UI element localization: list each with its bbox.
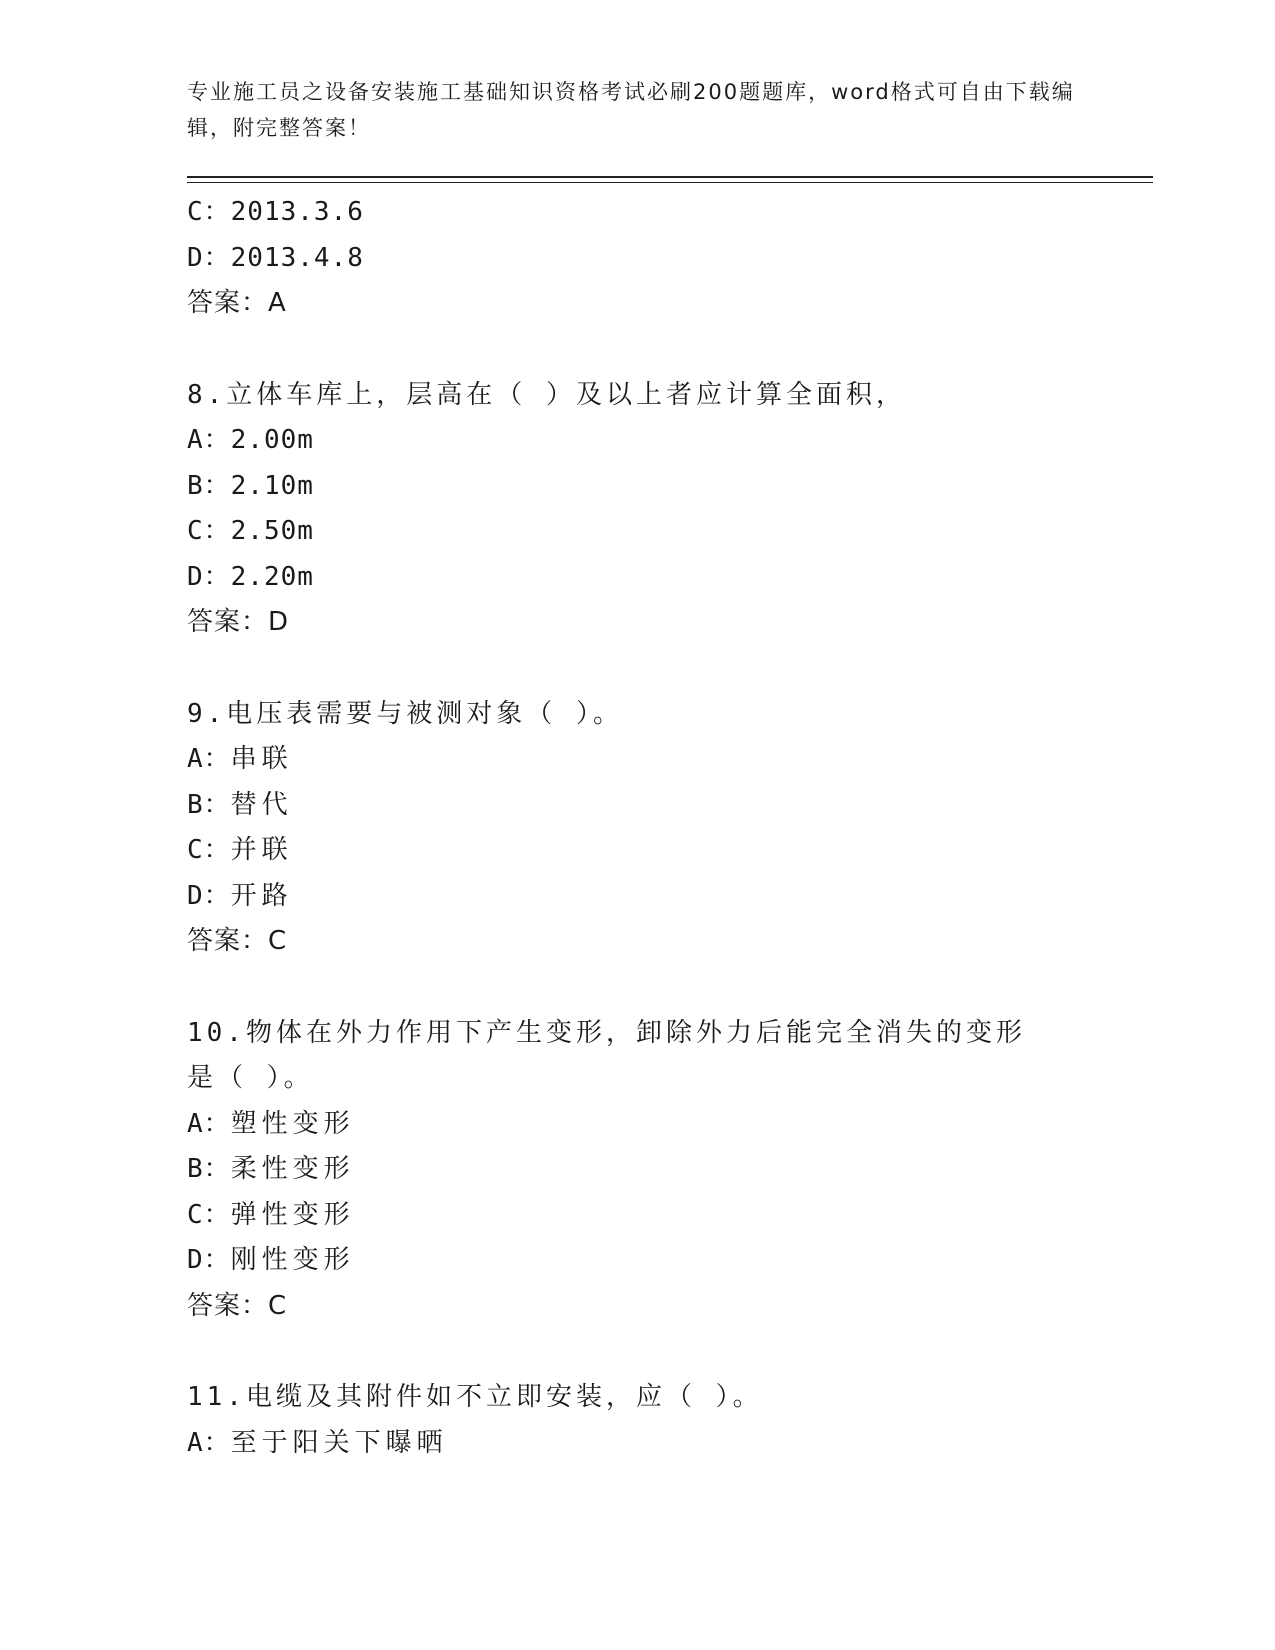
option-line: D：2.20m (187, 561, 314, 592)
option-line: C：2.50m (187, 516, 314, 546)
header-divider-thick (187, 176, 1153, 178)
header-divider-thin (187, 182, 1153, 183)
option-line: B：柔性变形 (187, 1154, 355, 1184)
answer-line: 答案：C (187, 926, 288, 956)
answer-line: 答案：D (187, 607, 290, 637)
answer-line: 答案：C (187, 1290, 288, 1321)
option-line: A：塑性变形 (187, 1108, 355, 1139)
question-list (187, 190, 1087, 1466)
document-header: 专业施工员之设备安装施工基础知识资格考试必刷200题题库，word格式可自由下载编辑，附完整答案！ (187, 80, 1075, 140)
question-stem: 9.电压表需要与被测对象（ ）。 (187, 698, 623, 729)
option-line: D：开路 (187, 880, 293, 911)
option-line: C：弹性变形 (187, 1199, 355, 1230)
option-line: D：2013.4.8 (187, 242, 364, 273)
option-line: C：2013.3.6 (187, 197, 364, 227)
option-line: A：至于阳关下曝晒 (187, 1427, 448, 1458)
option-line: B：替代 (187, 789, 293, 820)
option-line: D：刚性变形 (187, 1245, 355, 1275)
question-stem: 8.立体车库上，层高在（ ）及以上者应计算全面积， (187, 379, 906, 410)
option-line: B：2.10m (187, 470, 314, 501)
option-line: C：并联 (187, 835, 293, 865)
question-stem: 11.电缆及其附件如不立即安装，应（ ）。 (187, 1382, 763, 1412)
option-line: A：2.00m (187, 425, 314, 455)
question-stem: 10.物体在外力作用下产生变形，卸除外力后能完全消失的变形是（ ）。 (187, 1017, 1026, 1093)
answer-line: 答案：A (187, 288, 287, 318)
option-line: A：串联 (187, 744, 293, 774)
